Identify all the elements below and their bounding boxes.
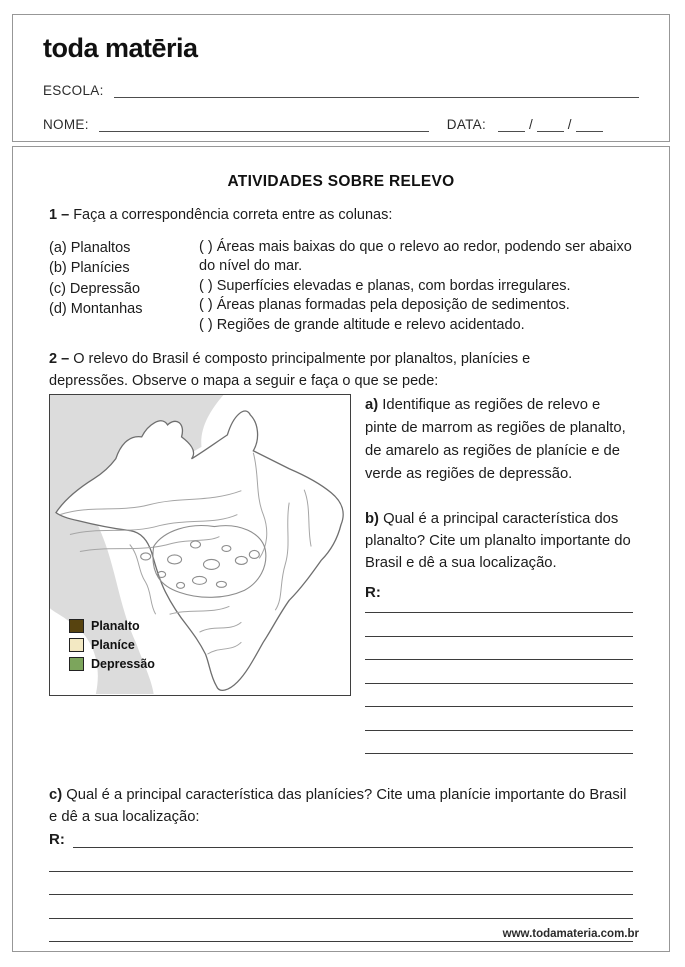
- name-label: NOME:: [43, 117, 89, 132]
- answer-line: [365, 660, 633, 684]
- question-2-text: O relevo do Brasil é composto principalmente por planaltos, planícies e depressões. Observe o mapa a seguir e faça o que se pede:: [49, 351, 531, 389]
- question-1-text: Faça a correspondência correta entre as colunas:: [73, 207, 393, 223]
- matching-exercise: [49, 238, 633, 336]
- question-2-prompt: [49, 349, 607, 392]
- date-day-blank: [498, 117, 525, 132]
- school-field-row: [43, 83, 639, 98]
- date-month-blank: [537, 117, 564, 132]
- answer-line: [365, 707, 633, 731]
- brand-logo: toda matēria: [43, 33, 198, 63]
- match-option: (c) Depressão: [49, 280, 141, 297]
- answer-line: [365, 637, 633, 661]
- match-description: ( ) Áreas mais baixas do que o relevo ao redor, podendo ser abaixo do nível do mar.: [199, 238, 632, 275]
- answer-line: [73, 834, 633, 848]
- worksheet-title: ATIVIDADES SOBRE RELEVO: [227, 173, 455, 190]
- matching-descriptions-column: [199, 238, 633, 336]
- question-1-number: 1 –: [49, 207, 70, 223]
- answer-line: [365, 613, 633, 637]
- answer-label-b: R:: [365, 584, 381, 602]
- answer-row-c: [49, 831, 633, 848]
- match-description: ( ) Áreas planas formadas pela deposição de sedimentos.: [199, 297, 570, 314]
- question-2-subitems: [365, 394, 633, 754]
- name-date-row: [43, 117, 639, 132]
- answer-lines-b: [365, 601, 633, 754]
- question-2b: b) Qual é a principal característica dos planalto? Cite um planalto importante do Brasil e dê a sua localização.: [365, 511, 631, 572]
- match-option: (a) Planaltos: [49, 239, 131, 256]
- date-separator: /: [567, 117, 572, 132]
- planice-color-swatch: [69, 638, 84, 652]
- answer-label-c: R:: [49, 831, 65, 849]
- planalto-color-swatch: [69, 619, 84, 633]
- question-1-prompt: [49, 205, 633, 227]
- map-and-questions-row: [49, 394, 633, 754]
- question-2c: c) Qual é a principal característica das planícies? Cite uma planície importante do Brasil e dê a sua localização: R:: [49, 785, 633, 942]
- answer-line: [49, 895, 633, 919]
- matching-options-column: [49, 238, 199, 336]
- answer-line: [365, 731, 633, 755]
- answer-line: [365, 601, 633, 613]
- match-description: ( ) Superfícies elevadas e planas, com bordas irregulares.: [199, 277, 571, 294]
- brazil-relief-map: [49, 394, 351, 696]
- date-label: DATA:: [446, 117, 487, 132]
- match-option: (b) Planícies: [49, 260, 130, 277]
- legend-item-planice: Planíce: [69, 638, 155, 652]
- question-2-number: 2 –: [49, 351, 70, 368]
- date-year-blank: [576, 117, 603, 132]
- legend-item-depressao: Depressão: [69, 657, 155, 671]
- school-blank-line: [114, 83, 639, 98]
- school-label: ESCOLA:: [43, 83, 104, 98]
- map-legend: [69, 614, 155, 671]
- match-option: (d) Montanhas: [49, 301, 143, 318]
- name-blank-line: [99, 117, 429, 132]
- footer-website-link[interactable]: www.todamateria.com.br: [502, 928, 639, 940]
- depressao-color-swatch: [69, 657, 84, 671]
- date-separator: /: [529, 117, 533, 132]
- answer-line: [365, 684, 633, 708]
- match-description: ( ) Regiões de grande altitude e relevo acidentado.: [199, 316, 525, 333]
- worksheet-panel: [12, 146, 670, 952]
- answer-line: [49, 872, 633, 896]
- answer-line: [49, 848, 633, 872]
- legend-item-planalto: Planalto: [69, 619, 155, 633]
- question-2a: a) Identifique as regiões de relevo e pinte de marrom as regiões de planalto, de amarelo as regiões de planície e de verde as regiões de depressão.: [365, 397, 626, 483]
- header-panel: [12, 14, 670, 142]
